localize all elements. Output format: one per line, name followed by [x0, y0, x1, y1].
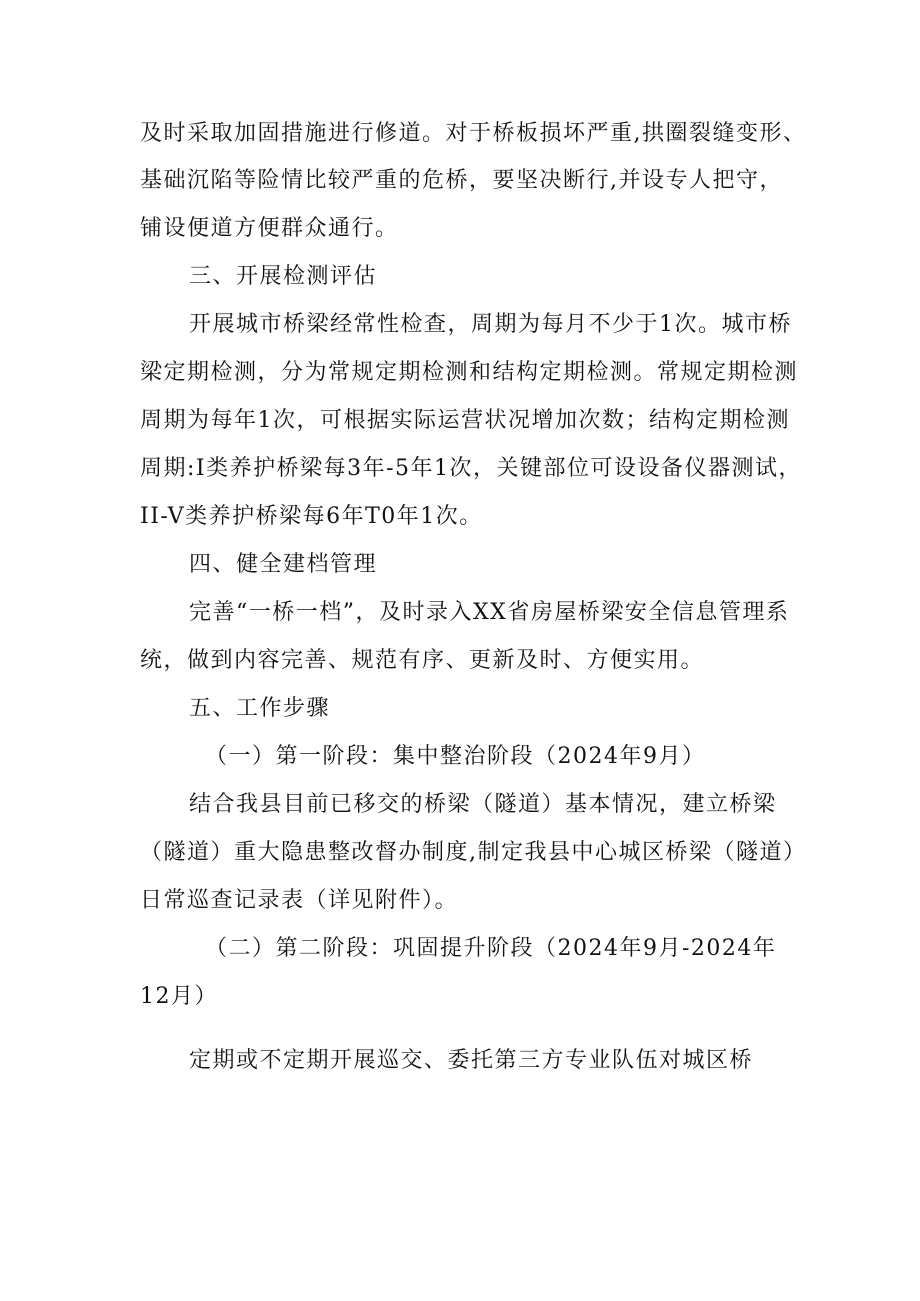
- paragraph-line: 结合我县目前已移交的桥梁（隧道）基本情况，建立桥梁: [189, 792, 777, 817]
- paragraph-line: 周期为每年1次，可根据实际运营状况增加次数；结构定期检测: [140, 408, 790, 433]
- paragraph-line: （隧道）重大隐患整改督办制度,制定我县中心城区桥梁（隧道）: [140, 840, 807, 865]
- paragraph-line: 基础沉陷等险情比较严重的危桥，要坚决断行,并设专人把守，: [140, 168, 783, 193]
- paragraph-line: 日常巡查记录表（详见附件）。: [140, 888, 459, 913]
- section-heading: 四、健全建档管理: [189, 552, 378, 577]
- section-heading: 三、开展检测评估: [189, 264, 378, 289]
- subsection-heading-continued: 12月）: [140, 984, 218, 1009]
- paragraph-line: 周期:Ⅰ类养护桥梁每3年-5年1次，关键部位可设设备仪器测试，: [140, 456, 803, 481]
- paragraph-line: 梁定期检测，分为常规定期检测和结构定期检测。常规定期检测: [140, 360, 799, 385]
- paragraph-line: 铺设便道方便群众通行。: [140, 216, 399, 241]
- paragraph-line: 开展城市桥梁经常性检查，周期为每月不少于1次。城市桥: [189, 312, 792, 337]
- section-heading: 五、工作步骤: [189, 696, 331, 721]
- subsection-heading: （一）第一阶段：集中整治阶段（2024年9月）: [205, 744, 706, 769]
- subsection-heading: （二）第二阶段：巩固提升阶段（2024年9月-2024年: [205, 936, 777, 961]
- paragraph-line: 及时采取加固措施进行修道。对于桥板损坏严重,拱圈裂缝变形、: [140, 121, 807, 146]
- paragraph-line: 统，做到内容完善、规范有序、更新及时、方便实用。: [140, 648, 705, 673]
- paragraph-line: II-V类养护桥梁每6年T0年1次。: [140, 504, 483, 529]
- paragraph-line: 完善“一桥一档”，及时录入XX省房屋桥梁安全信息管理系: [189, 600, 790, 625]
- paragraph-line: 定期或不定期开展巡交、委托第三方专业队伍对城区桥: [189, 1048, 754, 1073]
